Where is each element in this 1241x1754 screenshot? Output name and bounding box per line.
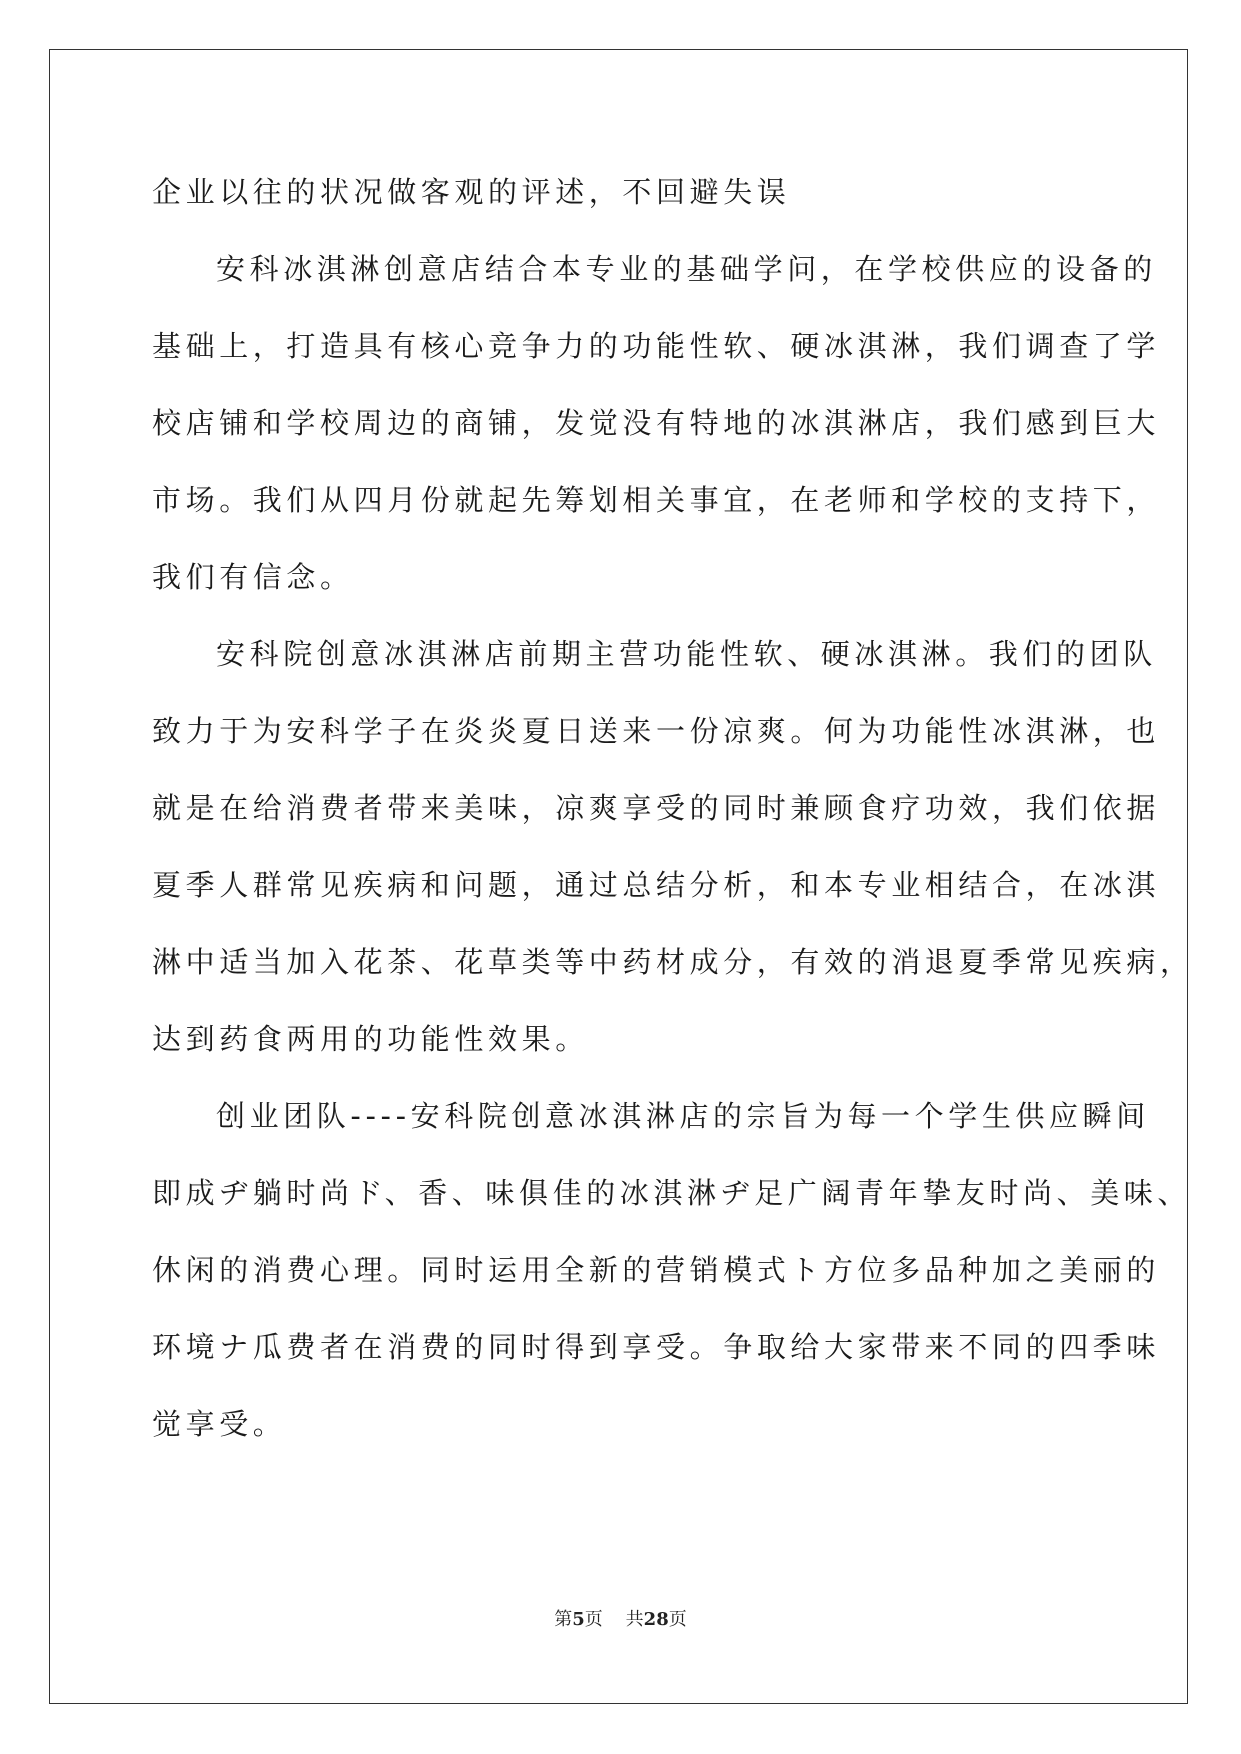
text-line: 致力于为安科学子在炎炎夏日送来一份凉爽。何为功能性冰淇淋，也 xyxy=(152,714,1161,748)
text-line: 创业团队----安科院创意冰淇淋店的宗旨为每一个学生供应瞬间 xyxy=(216,1099,1150,1133)
text-line: 就是在给消费者带来美味，凉爽享受的同时兼顾食疗功效，我们依据 xyxy=(152,791,1161,825)
text-line: 安科冰淇淋创意店结合本专业的基础学问，在学校供应的设备的 xyxy=(216,252,1157,286)
paragraph xyxy=(152,1084,1191,1469)
text-line: 校店铺和学校周边的商铺，发觉没有特地的冰淇淋店，我们感到巨大 xyxy=(152,406,1161,440)
text-line: 安科院创意冰淇淋店前期主营功能性软、硬冰淇淋。我们的团队 xyxy=(216,637,1157,671)
paragraph xyxy=(152,622,1194,1084)
text-line: 觉享受。 xyxy=(152,1407,287,1441)
text-line: 企业以往的状况做客观的评述，不回避失误 xyxy=(152,175,791,209)
text-line: 达到药食两用的功能性效果。 xyxy=(152,1022,589,1056)
text-line: 即成ヂ躺时尚ド、香、味俱佳的冰淇淋ヂ足广阔青年挚友时尚、美味、 xyxy=(152,1176,1191,1210)
total-pages-number: 28 xyxy=(643,1609,669,1630)
footer-total-prefix: 共 xyxy=(625,1609,644,1630)
document-body xyxy=(152,160,1194,1469)
text-line: 淋中适当加入花茶、花草类等中药材成分，有效的消退夏季常见疾病， xyxy=(152,945,1194,979)
text-line: 基础上，打造具有核心竞争力的功能性软、硬冰淇淋，我们调查了学 xyxy=(152,329,1161,363)
text-line: 夏季人群常见疾病和问题，通过总结分析，和本专业相结合，在冰淇 xyxy=(152,868,1161,902)
text-line: 我们有信念。 xyxy=(152,560,354,594)
paragraph xyxy=(152,237,1161,622)
current-page-number: 5 xyxy=(572,1609,585,1630)
footer-page-unit: 页 xyxy=(584,1609,603,1630)
footer-total-unit: 页 xyxy=(668,1609,687,1630)
text-line: 市场。我们从四月份就起先筹划相关事宜，在老师和学校的支持下， xyxy=(152,483,1161,517)
page-footer xyxy=(0,1605,1241,1631)
paragraph xyxy=(152,160,1092,237)
text-line: 休闲的消费心理。同时运用全新的营销模式ト方位多品种加之美丽的 xyxy=(152,1253,1161,1287)
footer-prefix: 第 xyxy=(554,1609,573,1630)
text-line: 环境ナ瓜费者在消费的同时得到享受。争取给大家带来不同的四季味 xyxy=(152,1330,1161,1364)
